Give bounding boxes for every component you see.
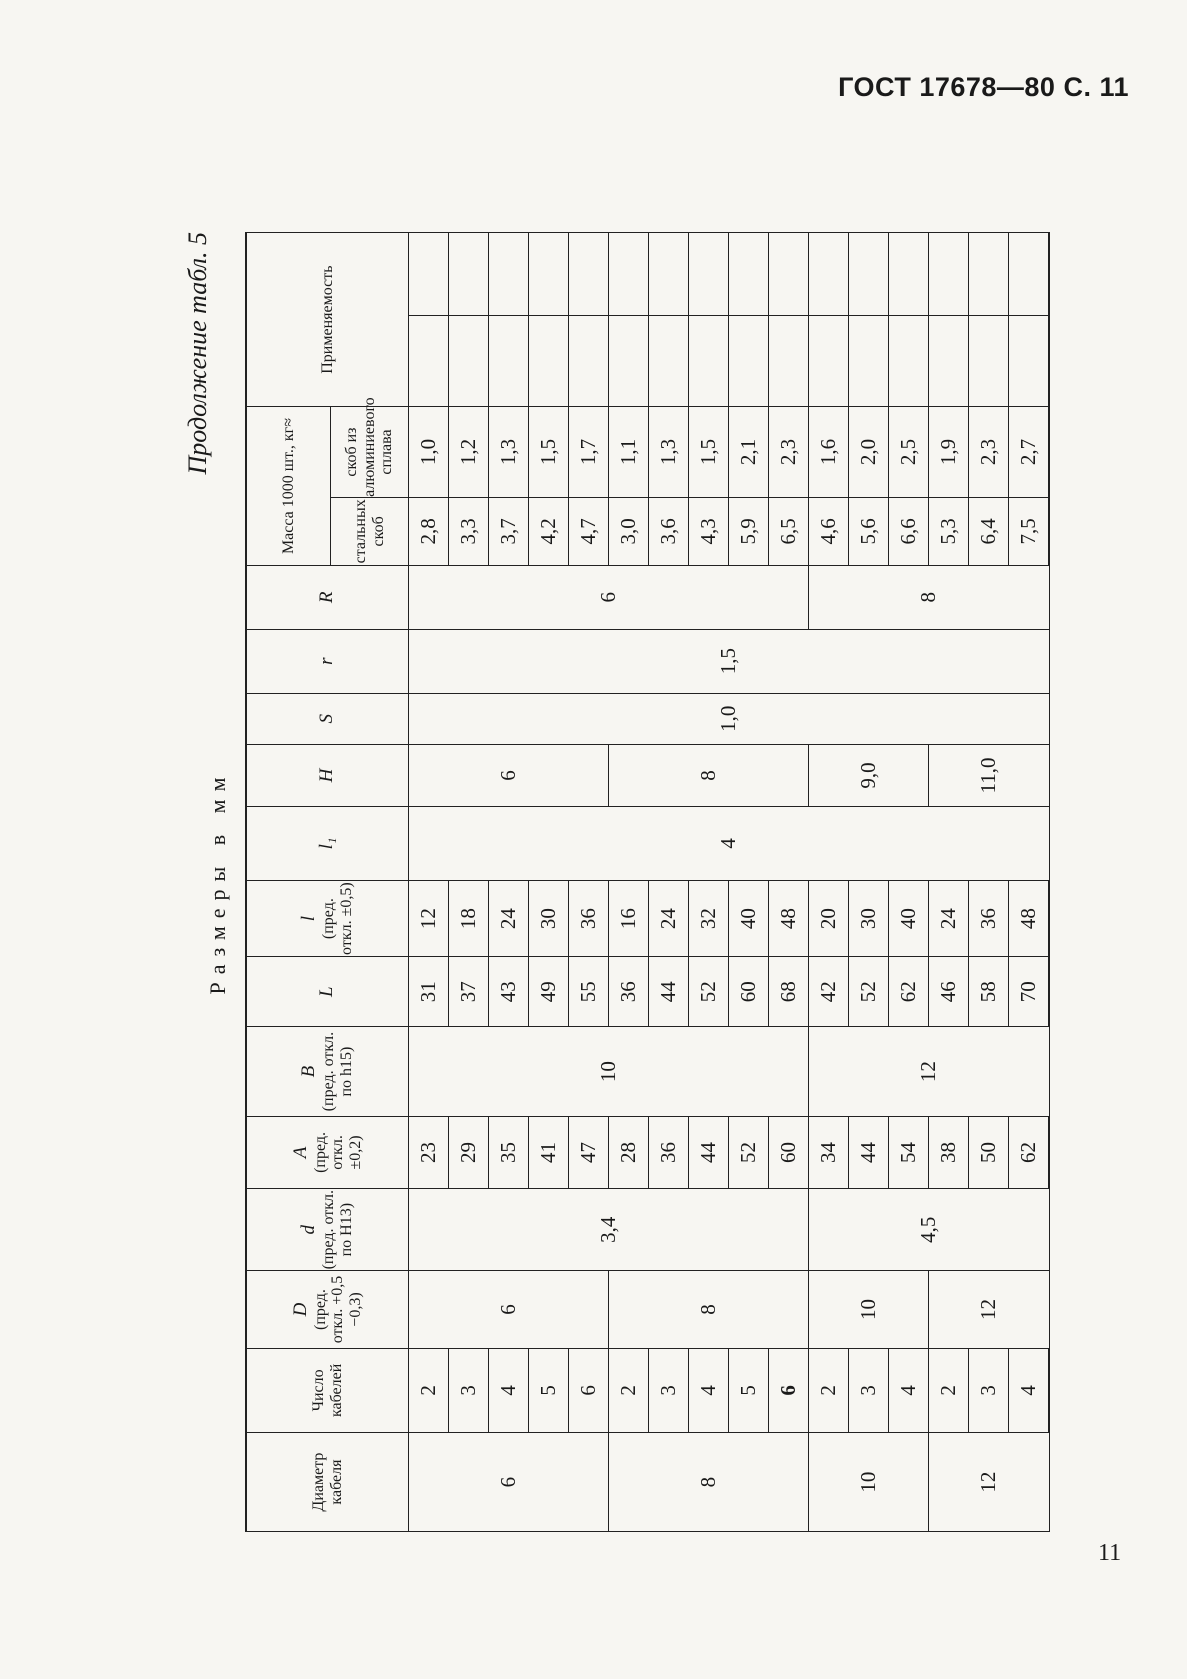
cell-applicability — [689, 315, 729, 407]
cell-count: 4 — [889, 1348, 929, 1432]
cell-applicability-extra — [449, 233, 489, 316]
rotated-table-area — [183, 232, 1045, 1532]
cell-l: 24 — [489, 881, 529, 957]
page-number: 11 — [1098, 1540, 1122, 1566]
header-H-symbol: H — [316, 768, 338, 783]
cell-mass-alu: 2,1 — [729, 407, 769, 498]
header-mass-alu: скоб из алюминиевого сплава — [331, 407, 409, 498]
cell-applicability-extra — [809, 233, 849, 316]
cell-count: 2 — [929, 1348, 969, 1432]
cell-mass-alu: 1,5 — [529, 407, 569, 498]
cell-mass-steel: 5,3 — [929, 497, 969, 565]
cell-count: 6 — [769, 1348, 809, 1432]
cell-mass-steel: 7,5 — [1009, 497, 1050, 565]
cell-applicability-extra — [609, 233, 649, 316]
cell-A: 52 — [729, 1116, 769, 1188]
header-B-symbol: B — [298, 1065, 320, 1078]
cell-A: 60 — [769, 1116, 809, 1188]
header-S — [246, 693, 409, 745]
cell-A: 35 — [489, 1116, 529, 1188]
cell-diameter: 8 — [609, 1433, 809, 1532]
cell-A: 36 — [649, 1116, 689, 1188]
cell-applicability-extra — [969, 233, 1009, 316]
cell-A: 28 — [609, 1116, 649, 1188]
cell-A: 23 — [409, 1116, 449, 1188]
cell-l: 12 — [409, 881, 449, 957]
table-row — [809, 233, 849, 1532]
header-count: Число кабелей — [246, 1348, 409, 1432]
cell-mass-steel: 6,5 — [769, 497, 809, 565]
header-l1 — [246, 806, 409, 880]
cell-l: 20 — [809, 881, 849, 957]
cell-mass-alu: 2,3 — [969, 407, 1009, 498]
cell-mass-steel: 4,7 — [569, 497, 609, 565]
header-D — [246, 1271, 409, 1348]
cell-mass-alu: 1,0 — [409, 407, 449, 498]
header-r — [246, 629, 409, 693]
cell-L: 46 — [929, 957, 969, 1027]
cell-applicability-extra — [489, 233, 529, 316]
cell-L: 62 — [889, 957, 929, 1027]
cell-l: 40 — [889, 881, 929, 957]
dimensions-table — [245, 232, 1050, 1532]
cell-applicability-extra — [529, 233, 569, 316]
cell-applicability-extra — [849, 233, 889, 316]
header-L-symbol: L — [316, 986, 338, 998]
cell-R: 6 — [409, 565, 809, 629]
cell-H: 6 — [409, 745, 609, 807]
cell-L: 43 — [489, 957, 529, 1027]
cell-applicability-extra — [689, 233, 729, 316]
cell-count: 2 — [809, 1348, 849, 1432]
cell-applicability — [929, 315, 969, 407]
cell-mass-alu: 2,0 — [849, 407, 889, 498]
header-l-symbol: l — [298, 915, 320, 922]
header-l — [246, 881, 409, 957]
table-subtitle: Размеры в мм — [205, 769, 230, 995]
header-S-symbol: S — [316, 714, 338, 724]
header-R — [246, 565, 409, 629]
header-L — [246, 957, 409, 1027]
cell-A: 41 — [529, 1116, 569, 1188]
cell-A: 29 — [449, 1116, 489, 1188]
cell-mass-steel: 4,3 — [689, 497, 729, 565]
cell-count: 4 — [1009, 1348, 1050, 1432]
cell-applicability-extra — [769, 233, 809, 316]
cell-A: 44 — [689, 1116, 729, 1188]
cell-applicability — [609, 315, 649, 407]
cell-count: 3 — [969, 1348, 1009, 1432]
cell-applicability-extra — [409, 233, 449, 316]
document-header: ГОСТ 17678—80 С. 11 — [838, 72, 1129, 102]
header-A-symbol: A — [289, 1146, 311, 1159]
cell-mass-steel: 5,9 — [729, 497, 769, 565]
cell-B: 10 — [409, 1027, 809, 1117]
cell-d: 3,4 — [409, 1188, 809, 1270]
cell-R: 8 — [809, 565, 1050, 629]
cell-l: 48 — [1009, 881, 1050, 957]
cell-l: 36 — [569, 881, 609, 957]
cell-mass-alu: 1,5 — [689, 407, 729, 498]
cell-l1: 4 — [409, 806, 1050, 880]
header-R-symbol: R — [316, 591, 338, 604]
cell-L: 31 — [409, 957, 449, 1027]
cell-L: 36 — [609, 957, 649, 1027]
cell-A: 62 — [1009, 1116, 1050, 1188]
cell-l: 40 — [729, 881, 769, 957]
cell-applicability — [969, 315, 1009, 407]
cell-count: 4 — [689, 1348, 729, 1432]
cell-L: 58 — [969, 957, 1009, 1027]
cell-count: 4 — [489, 1348, 529, 1432]
cell-L: 42 — [809, 957, 849, 1027]
header-mass-steel: стальных скоб — [331, 497, 409, 565]
cell-l: 24 — [649, 881, 689, 957]
cell-d: 4,5 — [809, 1188, 1050, 1270]
cell-D: 6 — [409, 1271, 609, 1348]
cell-count: 2 — [609, 1348, 649, 1432]
cell-applicability-extra — [729, 233, 769, 316]
cell-count: 5 — [729, 1348, 769, 1432]
cell-L: 44 — [649, 957, 689, 1027]
cell-diameter: 6 — [409, 1433, 609, 1532]
cell-L: 52 — [689, 957, 729, 1027]
cell-mass-alu: 2,5 — [889, 407, 929, 498]
cell-count: 2 — [409, 1348, 449, 1432]
cell-mass-steel: 4,2 — [529, 497, 569, 565]
header-d — [246, 1188, 409, 1270]
cell-mass-steel: 4,6 — [809, 497, 849, 565]
cell-applicability — [729, 315, 769, 407]
cell-applicability — [449, 315, 489, 407]
header-A-tolerance: (пред. откл. ±0,2) — [311, 1131, 364, 1173]
header-d-symbol: d — [298, 1224, 320, 1235]
cell-diameter: 10 — [809, 1433, 929, 1532]
cell-applicability — [889, 315, 929, 407]
cell-mass-alu: 2,7 — [1009, 407, 1050, 498]
header-d-tolerance: (пред. откл. по H13) — [320, 1189, 355, 1270]
cell-A: 38 — [929, 1116, 969, 1188]
cell-mass-steel: 6,6 — [889, 497, 929, 565]
cell-H: 9,0 — [809, 745, 929, 807]
cell-r: 1,5 — [409, 629, 1050, 693]
cell-applicability — [1009, 315, 1050, 407]
header-H — [246, 745, 409, 807]
cell-mass-alu: 1,1 — [609, 407, 649, 498]
cell-mass-alu: 2,3 — [769, 407, 809, 498]
cell-L: 55 — [569, 957, 609, 1027]
table-row — [609, 233, 649, 1532]
cell-l: 16 — [609, 881, 649, 957]
cell-B: 12 — [809, 1027, 1050, 1117]
cell-applicability-extra — [649, 233, 689, 316]
header-applicability: Применяемость — [246, 233, 409, 407]
cell-l: 30 — [849, 881, 889, 957]
cell-A: 47 — [569, 1116, 609, 1188]
header-B-tolerance: (пред. откл. по h15) — [320, 1031, 355, 1112]
header-r-symbol: r — [316, 657, 338, 665]
cell-count: 3 — [649, 1348, 689, 1432]
cell-L: 49 — [529, 957, 569, 1027]
cell-mass-steel: 3,3 — [449, 497, 489, 565]
cell-A: 50 — [969, 1116, 1009, 1188]
table-title: Продолжение табл. 5 — [183, 232, 212, 475]
cell-count: 5 — [529, 1348, 569, 1432]
header-l-tolerance: (пред. откл. ±0,5) — [320, 882, 355, 955]
cell-applicability — [649, 315, 689, 407]
cell-A: 54 — [889, 1116, 929, 1188]
header-diameter: Диаметр кабеля — [246, 1433, 409, 1532]
header-D-symbol: D — [289, 1302, 311, 1317]
cell-applicability — [809, 315, 849, 407]
cell-l: 32 — [689, 881, 729, 957]
header-D-tolerance: (пред. откл. +0,5 −0,3) — [311, 1275, 364, 1344]
cell-l: 30 — [529, 881, 569, 957]
cell-L: 37 — [449, 957, 489, 1027]
cell-L: 68 — [769, 957, 809, 1027]
cell-diameter: 12 — [929, 1433, 1050, 1532]
cell-applicability-extra — [929, 233, 969, 316]
cell-mass-alu: 1,3 — [489, 407, 529, 498]
cell-mass-steel: 6,4 — [969, 497, 1009, 565]
header-l1-symbol: l₁ — [316, 837, 338, 850]
cell-applicability-extra — [1009, 233, 1050, 316]
cell-count: 3 — [449, 1348, 489, 1432]
cell-mass-alu: 1,3 — [649, 407, 689, 498]
cell-D: 10 — [809, 1271, 929, 1348]
cell-A: 44 — [849, 1116, 889, 1188]
cell-applicability — [769, 315, 809, 407]
cell-mass-alu: 1,6 — [809, 407, 849, 498]
cell-applicability — [529, 315, 569, 407]
cell-applicability — [409, 315, 449, 407]
cell-D: 12 — [929, 1271, 1050, 1348]
cell-applicability — [849, 315, 889, 407]
cell-L: 52 — [849, 957, 889, 1027]
cell-applicability — [569, 315, 609, 407]
cell-S: 1,0 — [409, 693, 1050, 745]
cell-H: 8 — [609, 745, 809, 807]
cell-H: 11,0 — [929, 745, 1050, 807]
cell-mass-alu: 1,2 — [449, 407, 489, 498]
cell-l: 36 — [969, 881, 1009, 957]
cell-mass-steel: 3,7 — [489, 497, 529, 565]
cell-D: 8 — [609, 1271, 809, 1348]
cell-l: 24 — [929, 881, 969, 957]
cell-L: 70 — [1009, 957, 1050, 1027]
table-row — [929, 233, 969, 1532]
cell-count: 6 — [569, 1348, 609, 1432]
header-B — [246, 1027, 409, 1117]
cell-L: 60 — [729, 957, 769, 1027]
cell-mass-steel: 3,0 — [609, 497, 649, 565]
cell-mass-alu: 1,9 — [929, 407, 969, 498]
cell-count: 3 — [849, 1348, 889, 1432]
cell-A: 34 — [809, 1116, 849, 1188]
header-A — [246, 1116, 409, 1188]
cell-mass-alu: 1,7 — [569, 407, 609, 498]
cell-l: 48 — [769, 881, 809, 957]
cell-mass-steel: 3,6 — [649, 497, 689, 565]
cell-applicability-extra — [569, 233, 609, 316]
header-mass: Масса 1000 шт., кг≈ — [246, 407, 331, 566]
cell-applicability — [489, 315, 529, 407]
table-row — [409, 233, 449, 1532]
cell-l: 18 — [449, 881, 489, 957]
cell-mass-steel: 2,8 — [409, 497, 449, 565]
cell-applicability-extra — [889, 233, 929, 316]
cell-mass-steel: 5,6 — [849, 497, 889, 565]
